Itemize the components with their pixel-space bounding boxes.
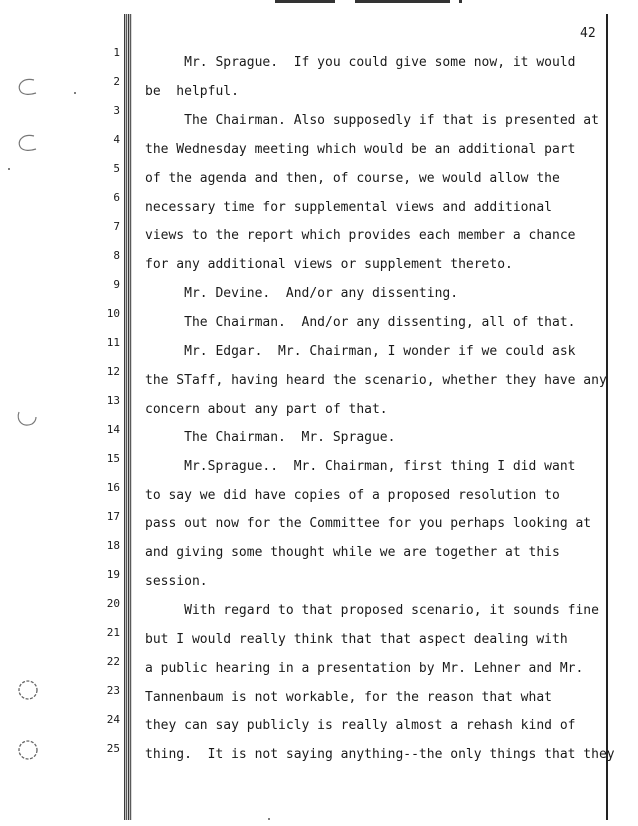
line-number: 9: [113, 278, 120, 291]
transcript-line: The Chairman. Also supposedly if that is presented at: [145, 113, 599, 128]
transcript-line: Mr. Edgar. Mr. Chairman, I wonder if we could ask: [145, 344, 576, 359]
line-number: 15: [106, 452, 120, 465]
line-number: 4: [113, 133, 120, 146]
transcript-line: The Chairman. And/or any dissenting, all of that.: [145, 315, 576, 330]
line-number: 8: [113, 249, 120, 262]
right-margin-rule: [606, 14, 608, 820]
binder-hole-circle-icon: [16, 738, 40, 762]
line-number: 16: [106, 481, 120, 494]
line-number: 7: [113, 220, 120, 233]
transcript-line: session.: [145, 574, 208, 589]
line-number: 3: [113, 104, 120, 117]
transcript-line: to say we did have copies of a proposed resolution to: [145, 488, 560, 503]
line-number: 14: [106, 423, 120, 436]
left-margin-rule: [124, 14, 132, 820]
line-number: 1: [113, 46, 120, 59]
transcript-line: thing. It is not saying anything--the only things that they: [145, 747, 615, 762]
transcript-line: for any additional views or supplement thereto.: [145, 257, 513, 272]
transcript-line: the Wednesday meeting which would be an additional part: [145, 142, 576, 157]
speck: [8, 168, 10, 170]
line-number: 23: [106, 684, 120, 697]
line-number: 21: [106, 626, 120, 639]
binder-hole-arc-icon: [14, 76, 40, 98]
transcript-line: The Chairman. Mr. Sprague.: [145, 430, 396, 445]
transcript-line: be helpful.: [145, 84, 239, 99]
transcript-line: concern about any part of that.: [145, 402, 388, 417]
transcript-line: views to the report which provides each member a chance: [145, 228, 576, 243]
transcript-line: of the agenda and then, of course, we would allow the: [145, 171, 560, 186]
transcript-line: With regard to that proposed scenario, it sounds fine: [145, 603, 599, 618]
line-number: 2: [113, 75, 120, 88]
transcript-line: Mr. Sprague. If you could give some now, it would: [145, 55, 576, 70]
transcript-line: they can say publicly is really almost a rehash kind of: [145, 718, 576, 733]
line-number: 25: [106, 742, 120, 755]
transcript-line: but I would really think that that aspect dealing with: [145, 632, 568, 647]
transcript-line: necessary time for supplemental views and additional: [145, 200, 552, 215]
line-number: 20: [106, 597, 120, 610]
speck: [268, 818, 270, 820]
transcript-line: a public hearing in a presentation by Mr. Lehner and Mr.: [145, 661, 584, 676]
line-number: 22: [106, 655, 120, 668]
line-number: 18: [106, 539, 120, 552]
transcript-line: pass out now for the Committee for you perhaps looking at: [145, 516, 592, 531]
line-number: 19: [106, 568, 120, 581]
page-number: 42: [580, 26, 596, 41]
speck: [74, 92, 76, 94]
transcript-line: Tannenbaum is not workable, for the reason that what: [145, 690, 552, 705]
line-number: 24: [106, 713, 120, 726]
line-number: 17: [106, 510, 120, 523]
transcript-line: and giving some thought while we are together at this: [145, 545, 560, 560]
line-number: 13: [106, 394, 120, 407]
top-edge-marks: [275, 0, 465, 4]
transcript-line: Mr. Devine. And/or any dissenting.: [145, 286, 459, 301]
binder-hole-circle-icon: [16, 678, 40, 702]
line-number: 12: [106, 365, 120, 378]
binder-hole-arc-icon: [14, 408, 40, 430]
line-number: 5: [113, 162, 120, 175]
transcript-line: the STaff, having heard the scenario, whether they have any: [145, 373, 607, 388]
binder-hole-arc-icon: [14, 132, 40, 154]
line-number: 6: [113, 191, 120, 204]
line-number: 11: [106, 336, 120, 349]
line-number: 10: [106, 307, 120, 320]
transcript-line: Mr.Sprague.. Mr. Chairman, first thing I did want: [145, 459, 576, 474]
